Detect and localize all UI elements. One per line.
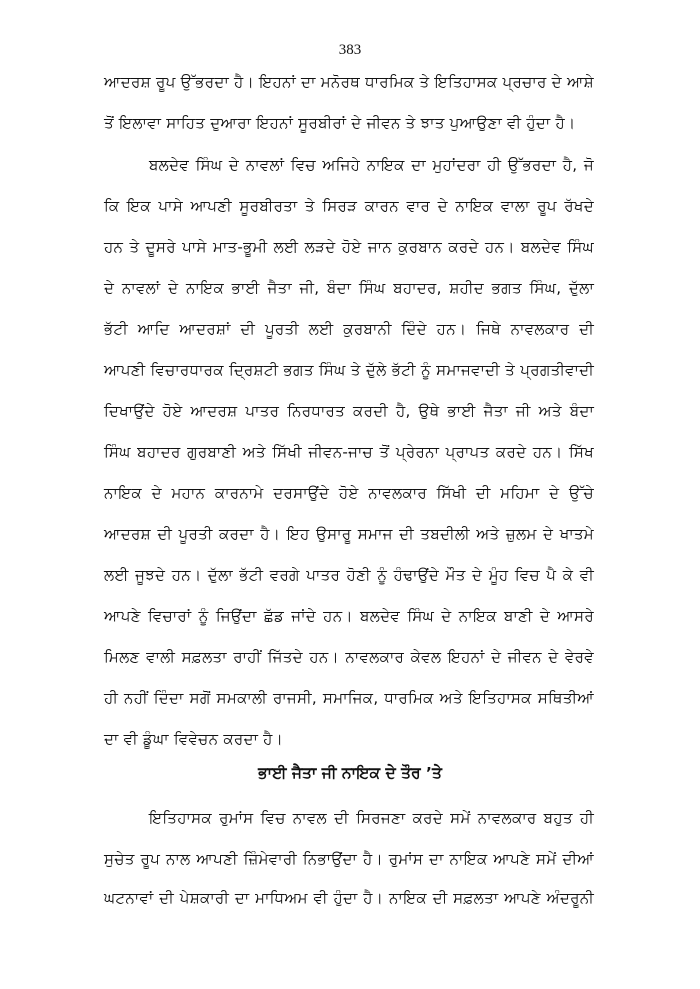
text-line: ਤੋਂ ਇਲਾਵਾ ਸਾਹਿਤ ਦੁਆਰਾ ਇਹਨਾਂ ਸੂਰਬੀਰਾਂ ਦੇ ਜੀਵਨ ਤੇ ਝਾਤ ਪੁਆਉਣਾ ਵੀ ਹੁੰਦਾ ਹੈ। <box>104 114 576 132</box>
text-line: ਆਦਰਸ਼ ਰੂਪ ਉੱਭਰਦਾ ਹੈ। ਇਹਨਾਂ ਦਾ ਮਨੋਰਥ ਧਾਰਮਿਕ ਤੇ ਇਤਿਹਾਸਕ ਪ੍ਰਚਾਰ ਦੇ ਆਸ਼ੇ <box>104 73 594 91</box>
text-line: ਦਾ ਵੀ ਡੂੰਘਾ ਵਿਵੇਚਨ ਕਰਦਾ ਹੈ। <box>104 730 284 748</box>
page-number: 383 <box>338 42 362 58</box>
text-line: ਹਨ ਤੇ ਦੂਸਰੇ ਪਾਸੇ ਮਾਤ-ਭੂਮੀ ਲਈ ਲੜਦੇ ਹੋਏ ਜਾਨ ਕੁਰਬਾਨ ਕਰਦੇ ਹਨ। ਬਲਦੇਵ ਸਿੰਘ <box>104 238 594 256</box>
text-line: ਦਿਖਾਉਂਦੇ ਹੋਏ ਆਦਰਸ਼ ਪਾਤਰ ਨਿਰਧਾਰਤ ਕਰਦੀ ਹੈ, ਉਥੇ ਭਾਈ ਜੈਤਾ ਜੀ ਅਤੇ ਬੰਦਾ <box>104 402 594 420</box>
text-line: ਬਲਦੇਵ ਸਿੰਘ ਦੇ ਨਾਵਲਾਂ ਵਿਚ ਅਜਿਹੇ ਨਾਇਕ ਦਾ ਮੁਹਾਂਦਰਾ ਹੀ ਉੱਭਰਦਾ ਹੈ, ਜੋ <box>149 156 594 174</box>
text-line: ਹੀ ਨਹੀਂ ਦਿੰਦਾ ਸਗੋਂ ਸਮਕਾਲੀ ਰਾਜਸੀ, ਸਮਾਜਿਕ, ਧਾਰਮਿਕ ਅਤੇ ਇਤਿਹਾਸਕ ਸਥਿਤੀਆਂ <box>104 689 594 707</box>
text-line: ਮਿਲਣ ਵਾਲੀ ਸਫ਼ਲਤਾ ਰਾਹੀਂ ਜਿੱਤਦੇ ਹਨ। ਨਾਵਲਕਾਰ ਕੇਵਲ ਇਹਨਾਂ ਦੇ ਜੀਵਨ ਦੇ ਵੇਰਵੇ <box>104 648 594 666</box>
text-line: ਆਪਣੀ ਵਿਚਾਰਧਾਰਕ ਦ੍ਰਿਸ਼ਟੀ ਭਗਤ ਸਿੰਘ ਤੇ ਦੁੱਲੇ ਭੱਟੀ ਨੂੰ ਸਮਾਜਵਾਦੀ ਤੇ ਪ੍ਰਗਤੀਵਾਦੀ <box>104 361 594 379</box>
text-line: ਸਿੰਘ ਬਹਾਦਰ ਗੁਰਬਾਣੀ ਅਤੇ ਸਿੱਖੀ ਜੀਵਨ-ਜਾਚ ਤੋਂ ਪ੍ਰੇਰਨਾ ਪ੍ਰਾਪਤ ਕਰਦੇ ਹਨ। ਸਿੱਖ <box>104 443 594 461</box>
text-line: ਦੇ ਨਾਵਲਾਂ ਦੇ ਨਾਇਕ ਭਾਈ ਜੈਤਾ ਜੀ, ਬੰਦਾ ਸਿੰਘ ਬਹਾਦਰ, ਸ਼ਹੀਦ ਭਗਤ ਸਿੰਘ, ਦੁੱਲਾ <box>104 279 594 297</box>
text-line: ਭੱਟੀ ਆਦਿ ਆਦਰਸ਼ਾਂ ਦੀ ਪੂਰਤੀ ਲਈ ਕੁਰਬਾਨੀ ਦਿੰਦੇ ਹਨ। ਜਿਥੇ ਨਾਵਲਕਾਰ ਦੀ <box>104 320 594 338</box>
text-line: ਨਾਇਕ ਦੇ ਮਹਾਨ ਕਾਰਨਾਮੇ ਦਰਸਾਉਂਦੇ ਹੋਏ ਨਾਵਲਕਾਰ ਸਿੱਖੀ ਦੀ ਮਹਿਮਾ ਦੇ ਉੱਚੇ <box>104 484 594 502</box>
text-line: ਇਤਿਹਾਸਕ ਰੁਮਾਂਸ ਵਿਚ ਨਾਵਲ ਦੀ ਸਿਰਜਣਾ ਕਰਦੇ ਸਮੇਂ ਨਾਵਲਕਾਰ ਬਹੁਤ ਹੀ <box>149 809 594 827</box>
text-line: ਸੁਚੇਤ ਰੂਪ ਨਾਲ ਆਪਣੀ ਜ਼ਿੰਮੇਵਾਰੀ ਨਿਭਾਉਂਦਾ ਹੈ। ਰੁਮਾਂਸ ਦਾ ਨਾਇਕ ਆਪਣੇ ਸਮੇਂ ਦੀਆਂ <box>104 850 594 868</box>
text-line: ਘਟਨਾਵਾਂ ਦੀ ਪੇਸ਼ਕਾਰੀ ਦਾ ਮਾਧਿਅਮ ਵੀ ਹੁੰਦਾ ਹੈ। ਨਾਇਕ ਦੀ ਸਫ਼ਲਤਾ ਆਪਣੇ ਅੰਦਰੂਨੀ <box>104 889 594 907</box>
text-line: ਆਪਣੇ ਵਿਚਾਰਾਂ ਨੂੰ ਜਿਉਂਦਾ ਛੱਡ ਜਾਂਦੇ ਹਨ। ਬਲਦੇਵ ਸਿੰਘ ਦੇ ਨਾਇਕ ਬਾਣੀ ਦੇ ਆਸਰੇ <box>104 607 594 625</box>
text-line: ਕਿ ਇਕ ਪਾਸੇ ਆਪਣੀ ਸੂਰਬੀਰਤਾ ਤੇ ਸਿਰੜ ਕਾਰਨ ਵਾਰ ਦੇ ਨਾਇਕ ਵਾਲਾ ਰੂਪ ਰੱਖਦੇ <box>104 197 594 215</box>
section-heading: ਭਾਈ ਜੈਤਾ ਜੀ ਨਾਇਕ ਦੇ ਤੌਰ ’ਤੇ <box>258 764 442 782</box>
text-line: ਲਈ ਜੂਝਦੇ ਹਨ। ਦੁੱਲਾ ਭੱਟੀ ਵਰਗੇ ਪਾਤਰ ਹੋਣੀ ਨੂੰ ਹੰਢਾਉਂਦੇ ਮੌਤ ਦੇ ਮੂੰਹ ਵਿਚ ਪੈ ਕੇ ਵੀ <box>104 566 594 584</box>
text-line: ਆਦਰਸ਼ ਦੀ ਪੂਰਤੀ ਕਰਦਾ ਹੈ। ਇਹ ਉਸਾਰੂ ਸਮਾਜ ਦੀ ਤਬਦੀਲੀ ਅਤੇ ਜ਼ੁਲਮ ਦੇ ਖਾਤਮੇ <box>104 525 594 543</box>
